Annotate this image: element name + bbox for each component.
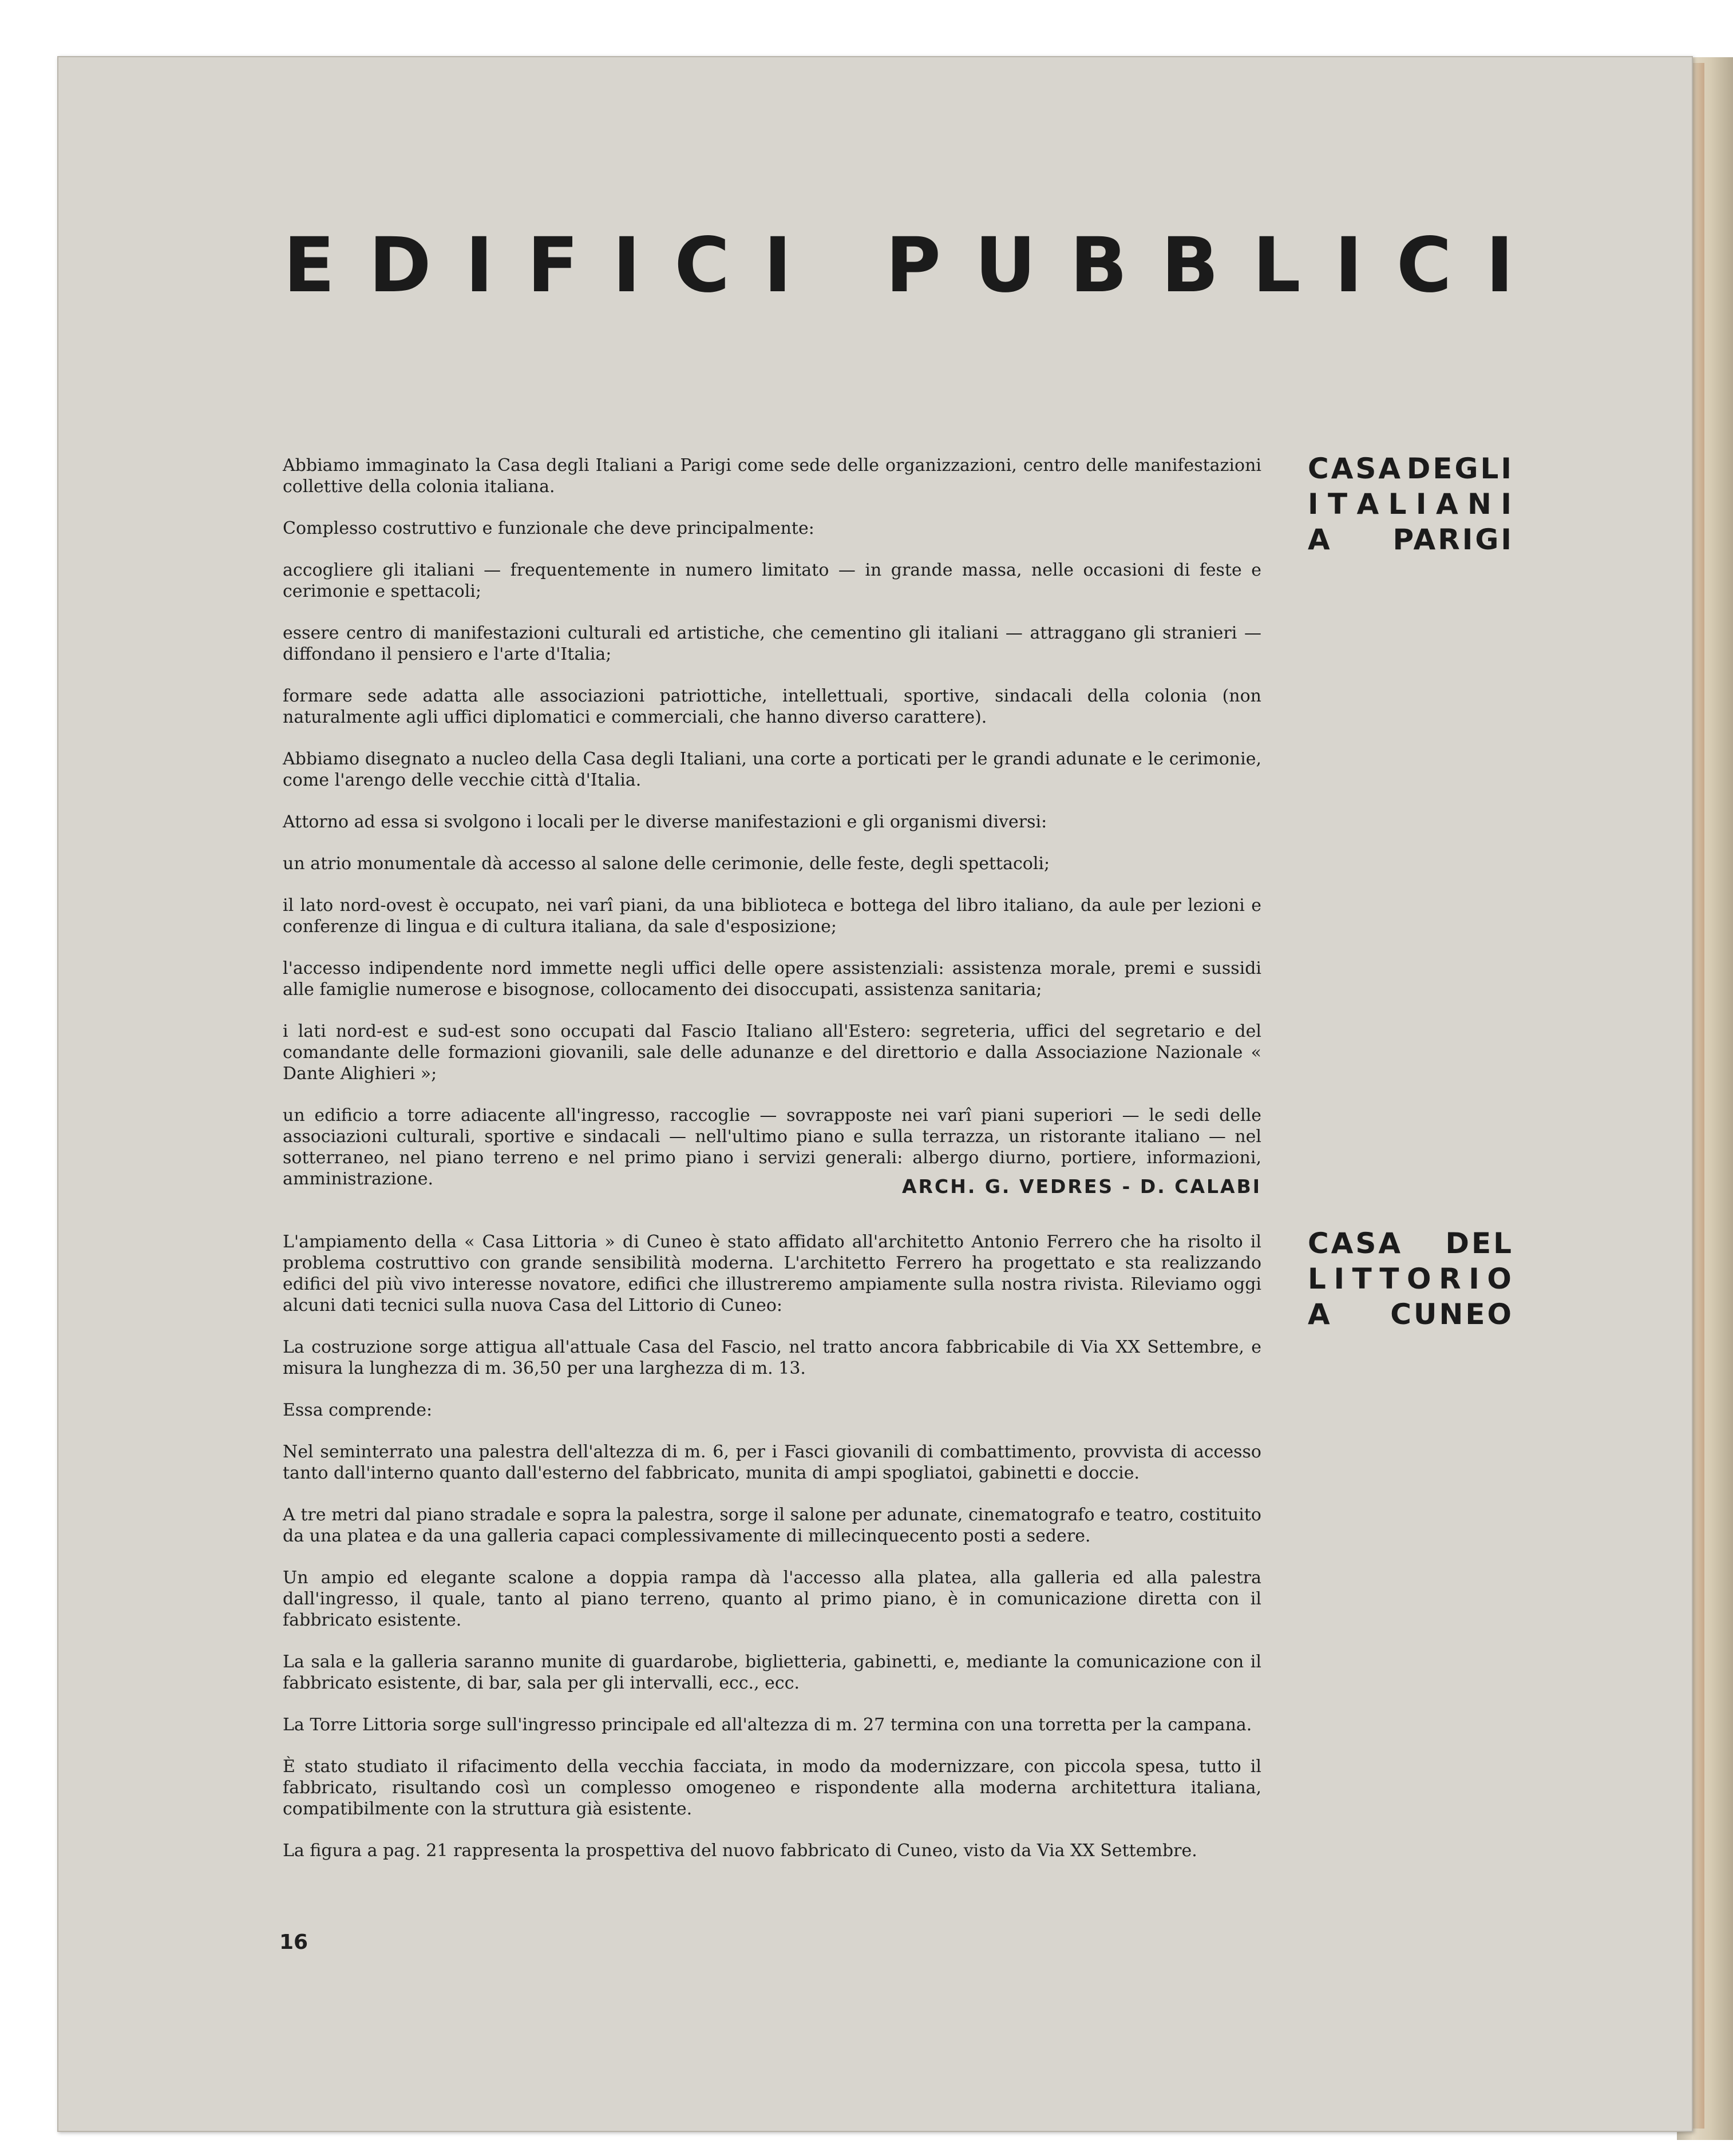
headline-letter: B [1070,221,1127,310]
section-title-letter: I [1501,488,1514,521]
article-paragraph: il lato nord-ovest è occupato, nei varî piani, da una biblioteca e bottega del libro italiano, da aule per lezioni e conferenze di lingua e di cultura italiana, da sale d'esposizione; [283,895,1261,937]
article-paragraph: formare sede adatta alle associazioni patriottiche, intellettuali, sportive, sindacali della colonia (non naturalmente agli uffici diplomatici e commerciali, che hanno diverso carattere). [283,686,1261,727]
article-paragraph: un atrio monumentale dà accesso al salone delle cerimonie, delle feste, degli spettacoli; [283,854,1050,874]
headline-letter: I [612,221,641,310]
headline-letter: L [1252,221,1301,310]
headline-letter: C [674,221,730,310]
section-title-letter: O [1487,1262,1514,1295]
headline-letter [825,228,852,303]
section-title-word: CASA [1308,1227,1403,1260]
section-title-letter: I [1415,488,1429,521]
headline-letter: I [1334,221,1363,310]
section-title-casa-degli-italiani [1308,451,1514,557]
headline-letter: C [1396,221,1452,310]
section-title-line [1308,1297,1514,1332]
section-title-word: DEL [1445,1227,1514,1260]
section-title-letter: I [1334,1262,1347,1295]
article-paragraph: Nel seminterrato una palestra dell'altezza di m. 6, per i Fasci giovanili di combattimento, provvista di accesso tanto dall'interno quanto dall'esterno del fabbricato, munita di ampi spogliatoi, gabinetti e doccie. [283,1442,1261,1483]
article-paragraph: Complesso costruttivo e funzionale che deve principalmente: [283,518,814,538]
section-title-word: A [1308,523,1332,556]
article-paragraph: L'ampiamento della « Casa Littoria » di Cuneo è stato affidato all'architetto Antonio Ferrero che ha risolto il problema costruttivo con grande sensibilità moderna. L'architetto Ferrero ha progettato e sta realizzando edifici del più vivo interesse novatore, edifici che illustreremo ampiamente sulla nostra rivista. Rileviamo oggi alcuni dati tecnici sulla nuova Casa del Littorio di Cuneo: [283,1232,1261,1315]
section-title-word: A [1308,1298,1332,1331]
section-title-letter: L [1388,488,1409,521]
section-title-word: PARIGI [1392,523,1514,556]
article-paragraph: Un ampio ed elegante scalone a doppia rampa dà l'accesso alla platea, alla galleria ed alla palestra dall'ingresso, il quale, tanto al piano terreno, quanto al primo piano, è in comunicazione diretta con il fabbricato esistente. [283,1568,1261,1630]
section-title-line [1308,451,1514,486]
section-title-line [1308,1261,1514,1297]
article-paragraph: La costruzione sorge attigua all'attuale Casa del Fascio, nel tratto ancora fabbricabile di Via XX Settembre, e misura la lunghezza di m. 36,50 per una larghezza di m. 13. [283,1337,1261,1378]
section-title-letter: I [1308,488,1321,521]
headline-letter: F [527,221,579,310]
section-title-line [1308,486,1514,522]
article-paragraph: Abbiamo disegnato a nucleo della Casa degli Italiani, una corte a porticati per le grandi adunate e le cerimonie, come l'arengo delle vecchie città d'Italia. [283,749,1261,790]
article-paragraph: i lati nord-est e sud-est sono occupati dal Fascio Italiano all'Estero: segreteria, uffici del segretario e del comandante delle formazioni giovanili, sale delle adunanze e del direttorio e dalla Associazione Nazionale « Dante Alighieri »; [283,1021,1261,1084]
article-paragraph: Abbiamo immaginato la Casa degli Italiani a Parigi come sede delle organizzazioni, centro delle manifestazioni collettive della colonia italiana. [283,455,1261,497]
headline-letter: E [283,221,335,310]
architect-credit: ARCH. G. VEDRES - D. CALABI [902,1175,1261,1198]
headline-letter: I [465,221,493,310]
headline-letter: I [763,221,792,310]
section-title-line [1308,1226,1514,1261]
article-paragraph: essere centro di manifestazioni culturali ed artistiche, che cementino gli italiani — attraggano gli stranieri — diffondano il pensiero e l'arte d'Italia; [283,623,1261,664]
article-paragraph: Attorno ad essa si svolgono i locali per le diverse manifestazioni e gli organismi diversi: [283,812,1047,832]
article-paragraph: accogliere gli italiani — frequentemente in numero limitato — in grande massa, nelle occasioni di feste e cerimonie e spettacoli; [283,560,1261,601]
section-title-letter: T [1352,1262,1374,1295]
section-title-line [1308,522,1514,557]
article-paragraph: Essa comprende: [283,1400,433,1420]
section-title-letter: T [1379,1262,1402,1295]
section-title-letter: A [1356,488,1382,521]
article-paragraph: un edificio a torre adiacente all'ingresso, raccoglie — sovrapposte nei varî piani superiori — le sedi delle associazioni culturali, sportive e sindacali — nell'ultimo piano e sulla terrazza, un ristorante italiano — nel sotterraneo, nel piano terreno e nel primo piano i servizi generali: albergo diurno, portiere, informazioni, amministrazione. [283,1105,1261,1189]
section-title-word: CASA [1308,452,1403,485]
article-casa-degli-italiani [283,455,1261,1210]
section-title-letter: N [1467,488,1494,521]
article-paragraph: La figura a pag. 21 rappresenta la prospettiva del nuovo fabbricato di Cuneo, visto da Via XX Settembre. [283,1841,1197,1861]
section-title-letter: L [1308,1262,1328,1295]
page-number: 16 [279,1931,308,1954]
article-paragraph: È stato studiato il rifacimento della vecchia facciata, in modo da modernizzare, con piccola spesa, tutto il fabbricato, risultando così un complesso omogeneo e rispondente alla moderna architettura italiana, compatibilmente con la struttura già esistente. [283,1757,1261,1819]
article-paragraph: l'accesso indipendente nord immette negli uffici delle opere assistenziali: assistenza morale, premi e sussidi alle famiglie numerose e bisognose, collocamento dei disoccupati, assistenza sanitaria; [283,958,1261,1000]
article-paragraph: La Torre Littoria sorge sull'ingresso principale ed all'altezza di m. 27 termina con una torretta per la campana. [283,1715,1252,1735]
headline-letter: D [369,221,432,310]
section-title-letter: R [1439,1262,1463,1295]
headline-letter: B [1161,221,1219,310]
section-title-letter: A [1435,488,1461,521]
article-paragraph: A tre metri dal piano stradale e sopra la palestra, sorge il salone per adunate, cinematografo e teatro, costituito da una platea e da una galleria capaci complessivamente di millecinquecento posti a sedere. [283,1505,1261,1546]
headline-letter: I [1485,221,1514,310]
section-title-word: DEGLI [1406,452,1514,485]
headline-letter: U [975,221,1036,310]
article-casa-del-littorio [283,1231,1261,1882]
section-title-letter: I [1469,1262,1482,1295]
section-title-letter: O [1407,1262,1434,1295]
headline-letter: P [885,221,941,310]
article-paragraph: La sala e la galleria saranno munite di guardarobe, biglietteria, gabinetti, e, mediante la comunicazione con il fabbricato esistente, di bar, sala per gli intervalli, ecc., ecc. [283,1652,1261,1693]
page-headline [283,221,1514,310]
section-title-letter: T [1328,488,1350,521]
section-title-word: CUNEO [1390,1298,1514,1331]
section-title-casa-del-littorio [1308,1226,1514,1332]
